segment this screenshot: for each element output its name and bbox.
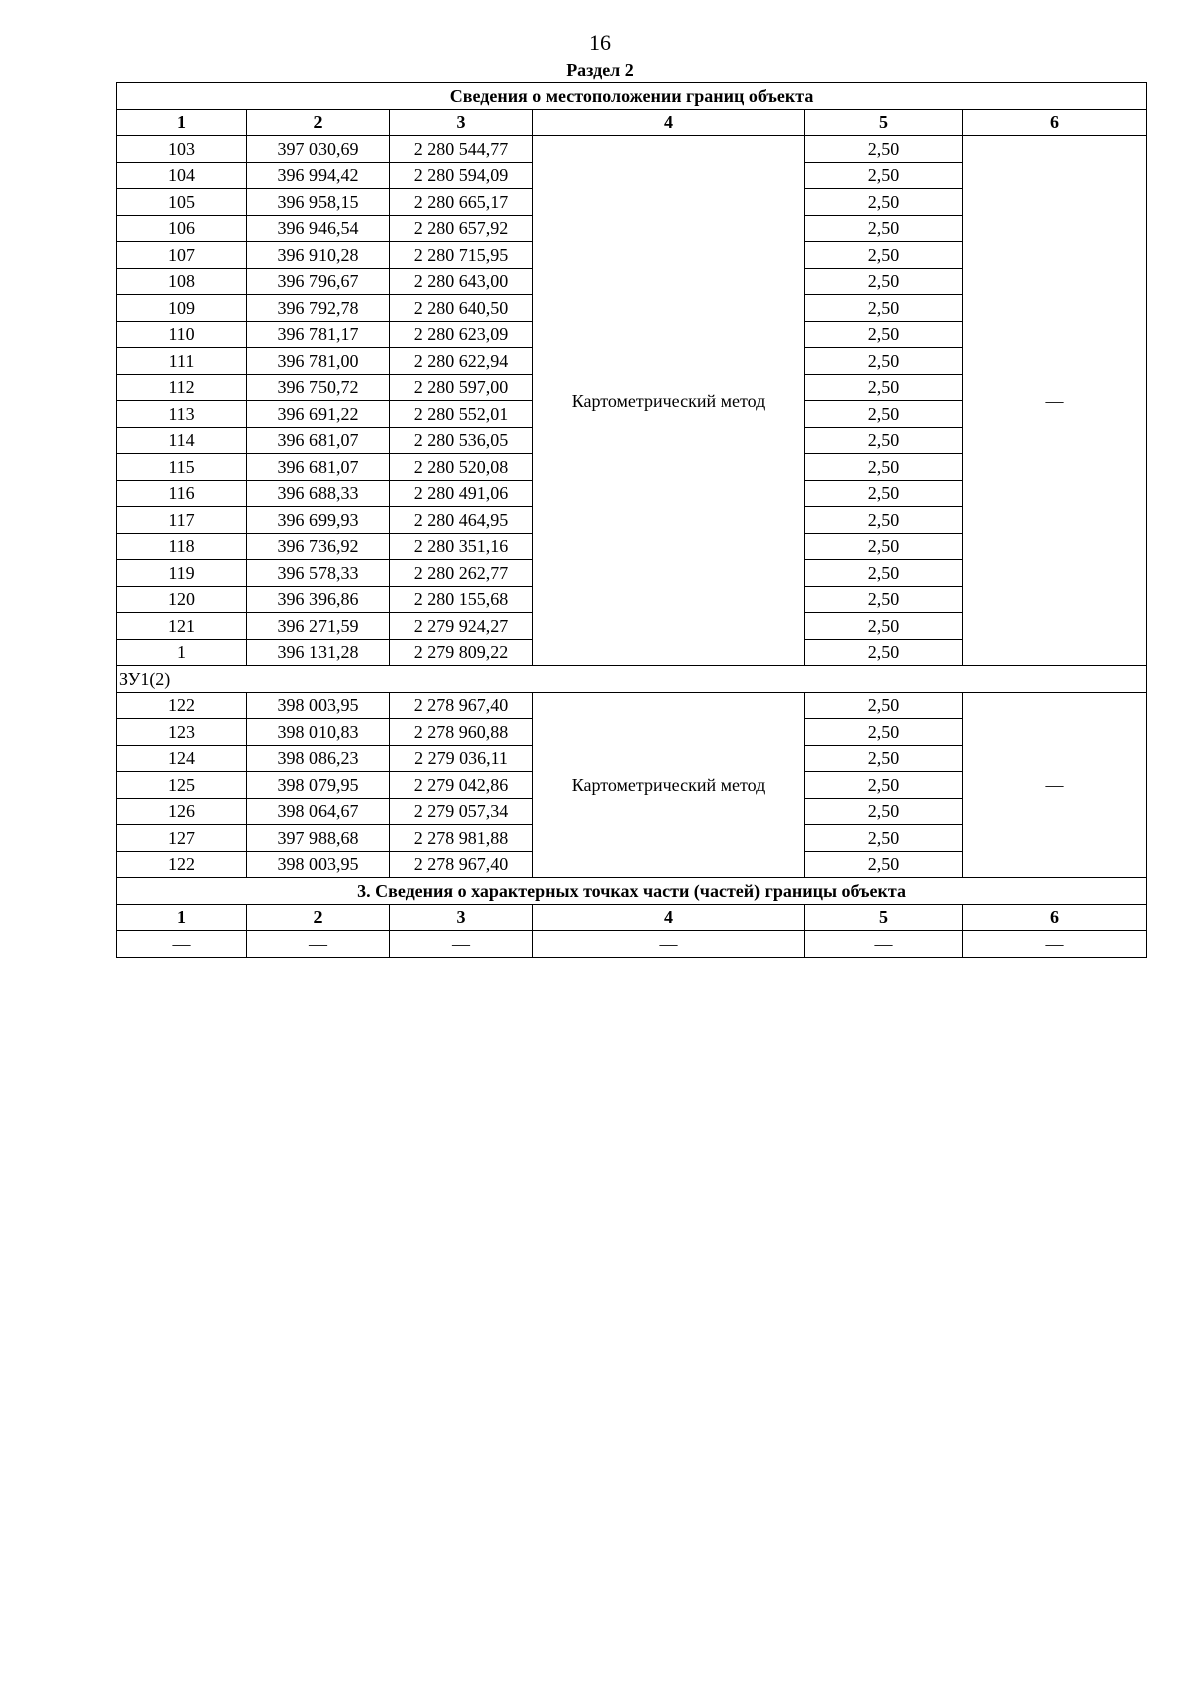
accuracy-value: 2,50	[805, 692, 963, 719]
coordinate-y: 2 280 665,17	[390, 189, 533, 216]
coordinate-x: 396 958,15	[247, 189, 390, 216]
coordinate-x: 398 064,67	[247, 798, 390, 825]
coordinate-x: 396 994,42	[247, 162, 390, 189]
accuracy-value: 2,50	[805, 348, 963, 375]
column-number: 6	[963, 904, 1147, 931]
accuracy-value: 2,50	[805, 507, 963, 534]
accuracy-value: 2,50	[805, 851, 963, 878]
coordinate-x: 396 750,72	[247, 374, 390, 401]
accuracy-value: 2,50	[805, 295, 963, 322]
table-caption-row	[117, 83, 1147, 110]
point-number: 104	[117, 162, 247, 189]
coordinate-x: 396 781,17	[247, 321, 390, 348]
point-number: 103	[117, 136, 247, 163]
column-number: 1	[117, 904, 247, 931]
coordinate-y: 2 279 809,22	[390, 639, 533, 666]
coordinate-y: 2 280 536,05	[390, 427, 533, 454]
accuracy-value: 2,50	[805, 242, 963, 269]
coordinate-x: 398 003,95	[247, 851, 390, 878]
point-number: 127	[117, 825, 247, 852]
coordinate-y: 2 279 036,11	[390, 745, 533, 772]
column-number: 4	[533, 904, 805, 931]
table-row	[117, 136, 1147, 163]
point-number: 125	[117, 772, 247, 799]
description-cell: —	[963, 136, 1147, 666]
column-number: 5	[805, 904, 963, 931]
point-number: 117	[117, 507, 247, 534]
coordinate-x: 398 003,95	[247, 692, 390, 719]
description-cell: —	[963, 692, 1147, 878]
accuracy-value: 2,50	[805, 162, 963, 189]
accuracy-value: 2,50	[805, 268, 963, 295]
coordinate-y: 2 280 552,01	[390, 401, 533, 428]
method-cell: Картометрический метод	[533, 136, 805, 666]
coordinate-y: 2 280 544,77	[390, 136, 533, 163]
point-number: 120	[117, 586, 247, 613]
point-number: 113	[117, 401, 247, 428]
column-number: 3	[390, 904, 533, 931]
point-number: 126	[117, 798, 247, 825]
empty-value: —	[805, 931, 963, 958]
point-number: 105	[117, 189, 247, 216]
coordinate-y: 2 280 597,00	[390, 374, 533, 401]
coordinate-x: 398 086,23	[247, 745, 390, 772]
coordinate-x: 396 946,54	[247, 215, 390, 242]
point-number: 122	[117, 692, 247, 719]
accuracy-value: 2,50	[805, 798, 963, 825]
accuracy-value: 2,50	[805, 613, 963, 640]
coordinate-x: 396 781,00	[247, 348, 390, 375]
coordinate-y: 2 280 262,77	[390, 560, 533, 587]
group-label: ЗУ1(2)	[117, 666, 1147, 693]
point-number: 115	[117, 454, 247, 481]
coordinate-x: 398 079,95	[247, 772, 390, 799]
page-number: 16	[589, 30, 611, 55]
boundary-table-body	[117, 83, 1147, 958]
coordinate-y: 2 280 657,92	[390, 215, 533, 242]
column-number: 3	[390, 109, 533, 136]
coordinate-y: 2 279 042,86	[390, 772, 533, 799]
accuracy-value: 2,50	[805, 136, 963, 163]
coordinate-y: 2 279 924,27	[390, 613, 533, 640]
coordinate-x: 396 688,33	[247, 480, 390, 507]
point-number: 124	[117, 745, 247, 772]
group-label-row	[117, 666, 1147, 693]
point-number: 114	[117, 427, 247, 454]
point-number: 109	[117, 295, 247, 322]
accuracy-value: 2,50	[805, 719, 963, 746]
coordinate-y: 2 279 057,34	[390, 798, 533, 825]
coordinate-y: 2 280 155,68	[390, 586, 533, 613]
section-title: Раздел 2	[566, 60, 634, 80]
accuracy-value: 2,50	[805, 745, 963, 772]
empty-value: —	[117, 931, 247, 958]
point-number: 1	[117, 639, 247, 666]
coordinate-x: 396 131,28	[247, 639, 390, 666]
accuracy-value: 2,50	[805, 639, 963, 666]
point-number: 118	[117, 533, 247, 560]
point-number: 116	[117, 480, 247, 507]
coordinate-x: 396 681,07	[247, 427, 390, 454]
accuracy-value: 2,50	[805, 215, 963, 242]
point-number: 111	[117, 348, 247, 375]
accuracy-value: 2,50	[805, 825, 963, 852]
column-number: 5	[805, 109, 963, 136]
coordinate-y: 2 280 715,95	[390, 242, 533, 269]
table-row	[117, 692, 1147, 719]
section3-caption: 3. Сведения о характерных точках части (частей) границы объекта	[117, 878, 1147, 905]
coordinate-y: 2 280 520,08	[390, 454, 533, 481]
coordinate-x: 397 030,69	[247, 136, 390, 163]
point-number: 121	[117, 613, 247, 640]
coordinate-x: 396 910,28	[247, 242, 390, 269]
coordinate-y: 2 278 967,40	[390, 692, 533, 719]
accuracy-value: 2,50	[805, 321, 963, 348]
point-number: 122	[117, 851, 247, 878]
table-caption: Сведения о местоположении границ объекта	[117, 83, 1147, 110]
coordinate-y: 2 280 643,00	[390, 268, 533, 295]
coordinate-x: 396 578,33	[247, 560, 390, 587]
empty-value: —	[963, 931, 1147, 958]
coordinate-x: 397 988,68	[247, 825, 390, 852]
point-number: 119	[117, 560, 247, 587]
accuracy-value: 2,50	[805, 401, 963, 428]
coordinate-y: 2 280 351,16	[390, 533, 533, 560]
coordinate-x: 396 699,93	[247, 507, 390, 534]
coordinate-x: 396 792,78	[247, 295, 390, 322]
coordinate-y: 2 280 622,94	[390, 348, 533, 375]
coordinate-y: 2 280 464,95	[390, 507, 533, 534]
accuracy-value: 2,50	[805, 374, 963, 401]
column-number: 1	[117, 109, 247, 136]
column-number: 2	[247, 109, 390, 136]
section3-caption-row	[117, 878, 1147, 905]
accuracy-value: 2,50	[805, 586, 963, 613]
coordinate-x: 396 796,67	[247, 268, 390, 295]
coordinate-y: 2 278 960,88	[390, 719, 533, 746]
accuracy-value: 2,50	[805, 533, 963, 560]
empty-value: —	[390, 931, 533, 958]
boundary-table	[116, 82, 1147, 958]
accuracy-value: 2,50	[805, 480, 963, 507]
coordinate-y: 2 280 623,09	[390, 321, 533, 348]
point-number: 108	[117, 268, 247, 295]
coordinate-y: 2 278 981,88	[390, 825, 533, 852]
accuracy-value: 2,50	[805, 454, 963, 481]
accuracy-value: 2,50	[805, 189, 963, 216]
coordinate-x: 396 681,07	[247, 454, 390, 481]
point-number: 106	[117, 215, 247, 242]
accuracy-value: 2,50	[805, 772, 963, 799]
point-number: 107	[117, 242, 247, 269]
empty-value: —	[247, 931, 390, 958]
point-number: 110	[117, 321, 247, 348]
column-number: 4	[533, 109, 805, 136]
coordinate-y: 2 280 491,06	[390, 480, 533, 507]
method-cell: Картометрический метод	[533, 692, 805, 878]
column-number: 2	[247, 904, 390, 931]
empty-value: —	[533, 931, 805, 958]
accuracy-value: 2,50	[805, 560, 963, 587]
coordinate-x: 396 736,92	[247, 533, 390, 560]
point-number: 112	[117, 374, 247, 401]
point-number: 123	[117, 719, 247, 746]
coordinate-x: 396 691,22	[247, 401, 390, 428]
accuracy-value: 2,50	[805, 427, 963, 454]
section3-column-number-row	[117, 904, 1147, 931]
column-number: 6	[963, 109, 1147, 136]
coordinate-y: 2 280 640,50	[390, 295, 533, 322]
column-number-row	[117, 109, 1147, 136]
coordinate-x: 398 010,83	[247, 719, 390, 746]
coordinate-y: 2 280 594,09	[390, 162, 533, 189]
coordinate-y: 2 278 967,40	[390, 851, 533, 878]
coordinate-x: 396 396,86	[247, 586, 390, 613]
section3-row	[117, 931, 1147, 958]
coordinate-x: 396 271,59	[247, 613, 390, 640]
